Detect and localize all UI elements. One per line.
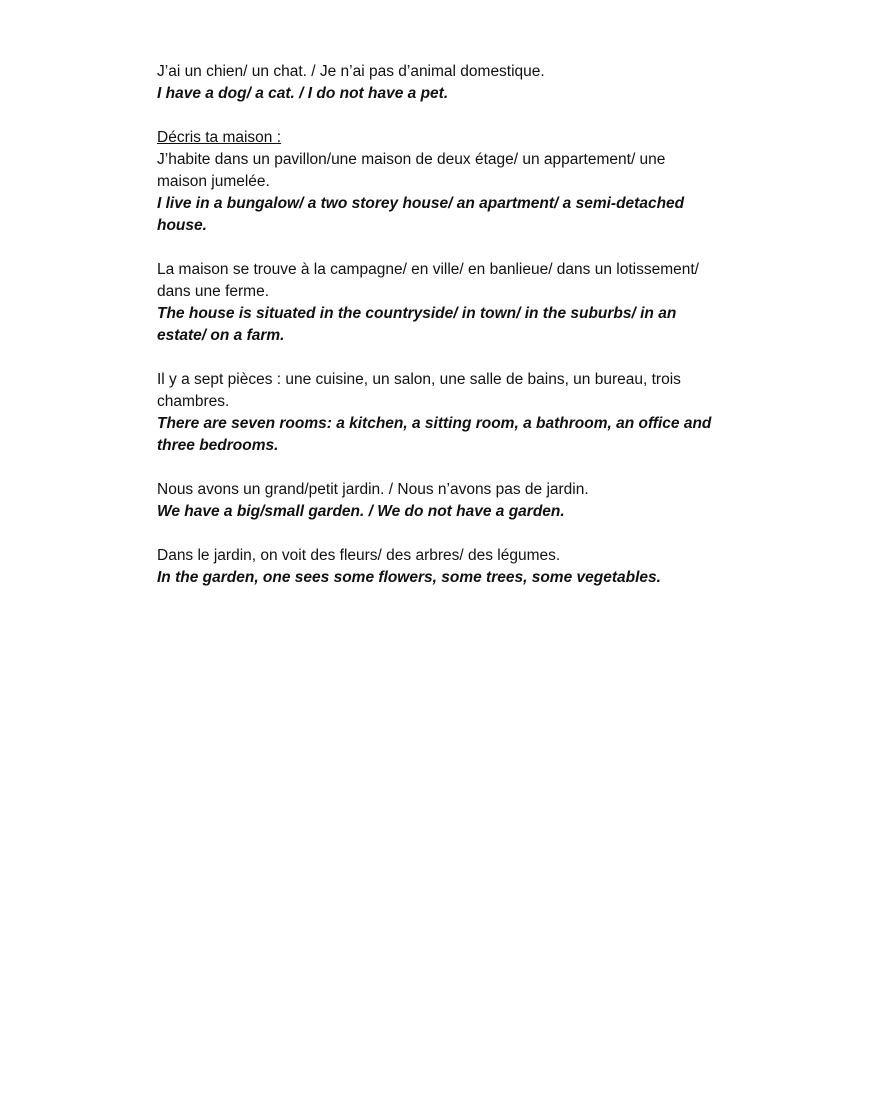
- english-translation: In the garden, one sees some flowers, some trees, some vegetables.: [157, 569, 661, 586]
- english-translation-line-1: The house is situated in the countryside/ in town/ in the suburbs/ in an: [157, 305, 677, 322]
- english-translation: I have a dog/ a cat. / I do not have a pet.: [157, 85, 449, 102]
- english-translation-line-2: house.: [157, 217, 207, 234]
- english-translation-line-1: I live in a bungalow/ a two storey house/ an apartment/ a semi-detached: [157, 195, 685, 212]
- paragraph-house-location: [157, 259, 757, 347]
- french-sentence: Dans le jardin, on voit des fleurs/ des arbres/ des légumes.: [157, 547, 561, 564]
- french-sentence-line-1: La maison se trouve à la campagne/ en ville/ en banlieue/ dans un lotissement/: [157, 261, 699, 278]
- paragraph-garden: [157, 479, 757, 523]
- french-sentence: Nous avons un grand/petit jardin. / Nous n’avons pas de jardin.: [157, 481, 589, 498]
- french-sentence-line-1: Il y a sept pièces : une cuisine, un salon, une salle de bains, un bureau, trois: [157, 371, 681, 388]
- paragraph-house-type: [157, 127, 757, 237]
- french-sentence-line-2: maison jumelée.: [157, 173, 270, 190]
- paragraph-pets: [157, 61, 757, 105]
- paragraph-rooms: [157, 369, 757, 457]
- french-sentence: J’ai un chien/ un chat. / Je n’ai pas d’animal domestique.: [157, 63, 545, 80]
- french-sentence-line-2: dans une ferme.: [157, 283, 270, 300]
- english-translation-line-2: estate/ on a farm.: [157, 327, 285, 344]
- paragraph-garden-contents: [157, 545, 757, 589]
- french-sentence-line-1: J’habite dans un pavillon/une maison de deux étage/ un appartement/ une: [157, 151, 666, 168]
- english-translation-line-1: There are seven rooms: a kitchen, a sitting room, a bathroom, an office and: [157, 415, 712, 432]
- document-page: [157, 61, 757, 611]
- french-sentence-line-2: chambres.: [157, 393, 230, 410]
- english-translation: We have a big/small garden. / We do not have a garden.: [157, 503, 565, 520]
- english-translation-line-2: three bedrooms.: [157, 437, 279, 454]
- section-heading: Décris ta maison :: [157, 129, 282, 146]
